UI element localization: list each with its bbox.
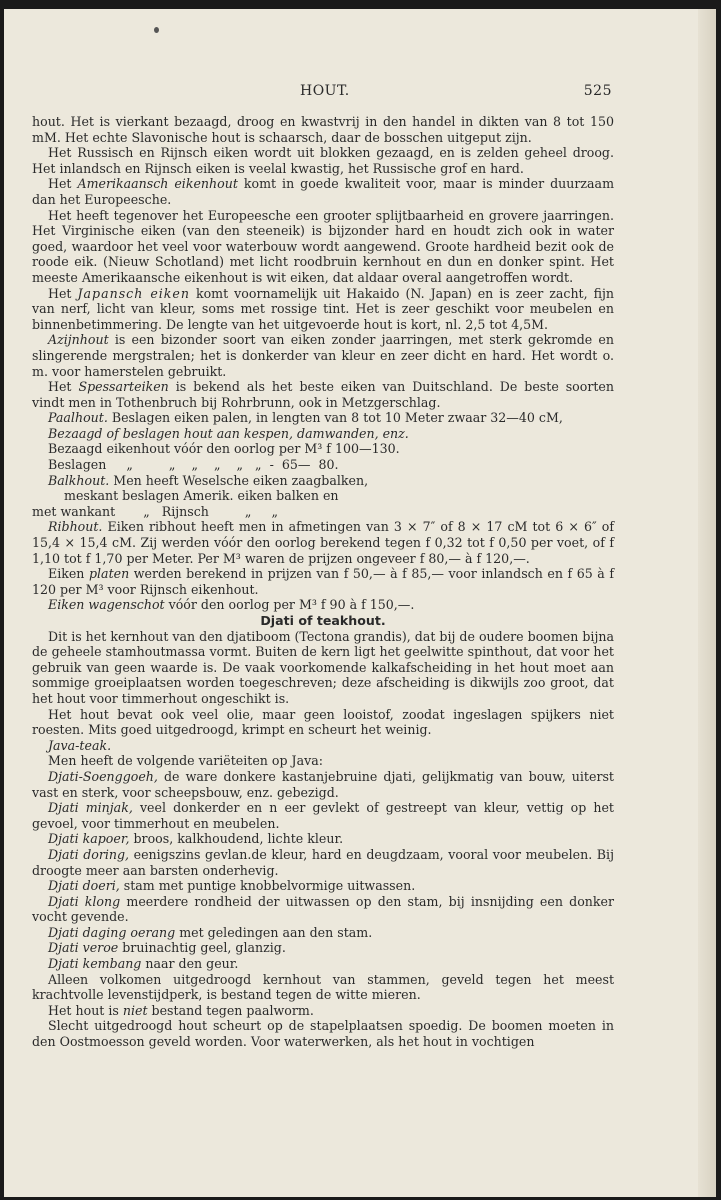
term: niet — [122, 1002, 148, 1018]
paragraph: Het Spessarteiken is bekend als het beste eiken van Duitschland. De beste soorten vindt men in Tothenbruch bij Rohrbrunn, ook in Metzgerschlag. — [32, 379, 614, 410]
term: Djati doring, — [48, 846, 130, 862]
paragraph: Djati doeri, stam met puntige knobbelvormige uitwassen. — [48, 878, 416, 894]
paragraph: Djati minjak, veel donkerder en n eer gevlekt of gestreept van kleur, vettig op het gevoel, voor timmerhout en meubelen. — [32, 800, 614, 831]
section-heading: Djati of teakhout. — [260, 613, 386, 628]
paragraph: Paalhout. Beslagen eiken palen, in lengten van 8 tot 10 Meter zwaar 32—40 cM, — [48, 410, 563, 426]
running-title: HOUT. — [300, 83, 350, 99]
paragraph: Het Japansch eiken komt voornamelijk uit Hakaido (N. Japan) en is zeer zacht, fijn van nerf, licht van kleur, soms met rossige tint. Het is zeer geschikt voor meubelen en binnenbetimmering. De lengte van het uitgevoerde hout is kort, nl. 2,5 tot 4,5M. — [32, 285, 615, 332]
term: Paalhout. — [48, 410, 108, 426]
paragraph: Het Amerikaansch eikenhout komt in goede kwaliteit voor, maar is minder duurzaam dan het Europeesche. — [32, 176, 615, 207]
paragraph: Alleen volkomen uitgedroogd kernhout van stammen, geveld tegen het meest krachtvolle levenstijdperk, is bestand tegen de witte mieren. — [32, 971, 614, 1003]
paragraph: Bezaagd eikenhout vóór den oorlog per M³ f 100—130. — [48, 441, 400, 457]
term: Djati-Soenggoeh, — [48, 768, 158, 784]
paragraph: Het Russisch en Rijnsch eiken wordt uit blokken gezaagd, en is zelden geheel droog. Het inlandsch en Rijnsch eiken is veelal kwastig, het Russische grof en hard. — [32, 145, 614, 176]
term: platen — [88, 566, 130, 582]
paragraph: meskant beslagen Amerik. eiken balken en — [64, 488, 339, 504]
paragraph: Dit is het kernhout van den djatiboom (Tectona grandis), dat bij de oudere boomen bijna de geheele stamhoutmassa vormt. Buiten de kern ligt het geelwitte spinthout, dat voor het gebruik van geen waarde is. De vaak voorkomende kalkafscheiding in het hout moet aan sommige groeiplaatsen worden toegeschreven; deze afscheiding is dikwijls zoo groot, dat het hout voor timmerhout ongeschikt is. — [32, 628, 614, 706]
term: Spessarteiken — [78, 379, 169, 395]
paragraph: Bezaagd of beslagen hout aan kespen, damwanden, enz. — [48, 425, 409, 441]
body-text — [32, 114, 614, 1050]
paragraph: hout. Het is vierkant bezaagd, droog en kwastvrij in den handel in dikten van 8 tot 150 mM. Het echte Slavonische hout is schaarsch, daar de bosschen uitgeput zijn. — [32, 114, 614, 145]
term: Ribhout. — [48, 519, 103, 535]
page-edge — [698, 9, 716, 1197]
paragraph: Eiken platen werden berekend in prijzen van f 50,— à f 85,— voor inlandsch en f 65 à f 120 per M³ voor Rijnsch eikenhout. — [32, 566, 615, 597]
paragraph: Djati klong meerdere rondheid der uitwassen op den stam, bij insnijding een donker vocht gevende. — [32, 893, 614, 925]
ink-spot — [154, 27, 159, 33]
paragraph: Djati kembang naar den geur. — [48, 956, 239, 972]
paragraph: Ribhout. Eiken ribhout heeft men in afmetingen van 3 × 7″ of 8 × 17 cM tot 6 × 6″ of 15,4 × 15,4 cM. Zij werden vóór den oorlog berekend tegen f 0,32 tot f 0,50 per voet, of f 1,10 tot f 1,70 per Meter. Per M³ waren de prijzen ongeveer f 80,— à f 120,—. — [32, 519, 614, 566]
paragraph: Djati doring, eenigszins gevlan.de kleur, hard en deugdzaam, vooral voor meubelen. Bij droogte meer aan barsten onderhevig. — [32, 846, 614, 878]
term: Balkhout. — [48, 472, 110, 488]
paragraph: Azijnhout is een bizonder soort van eiken zonder jaarringen, met sterk gekromde en slingerende mergstralen; het is donkerder van kleur en zeer dicht en hard. Het wordt o. m. voor hamerstelen gebruikt. — [32, 332, 614, 379]
paragraph: Java-teak. — [48, 737, 112, 753]
paragraph: Djati-Soenggoeh, de ware donkere kastanjebruine djati, gelijkmatig van bouw, uiterst vast en sterk, voor scheepsbouw, enz. gebezigd. — [32, 768, 614, 800]
paragraph: Het hout bevat ook veel olie, maar geen looistof, zoodat ingeslagen spijkers niet roesten. Mits goed uitgedroogd, krimpt en scheurt het weinig. — [32, 706, 614, 738]
paragraph: met wankant „ Rijnsch „ „ — [32, 503, 278, 519]
paragraph: Slecht uitgedroogd hout scheurt op de stapelplaatsen spoedig. De boomen moeten in den Oostmoesson geveld worden. Voor waterwerken, als het hout in vochtigen — [32, 1018, 614, 1050]
term: Japansch eiken — [77, 285, 190, 301]
term: Djati daging oerang — [48, 924, 176, 940]
paragraph: Djati veroe bruinachtig geel, glanzig. — [48, 940, 286, 956]
term: Djati kembang — [48, 956, 142, 972]
paragraph: Het hout is niet bestand tegen paalworm. — [48, 1002, 314, 1018]
term: Djati minjak, — [48, 800, 133, 816]
term: Djati veroe — [48, 940, 119, 956]
term: Azijnhout — [48, 332, 109, 348]
term: Djati klong — [48, 893, 121, 909]
term: Eiken wagenschot — [48, 597, 165, 613]
paragraph: Djati kapoer, broos, kalkhoudend, lichte kleur. — [48, 831, 344, 847]
term: Amerikaansch eikenhout — [77, 176, 238, 192]
page-number: 525 — [583, 83, 612, 99]
term: Djati doeri, — [48, 878, 120, 894]
price-line: Beslagen „ „ „ „ „ „ - 65— 80. — [48, 457, 339, 473]
book-page — [4, 9, 716, 1197]
paragraph: Men heeft de volgende variëteiten op Java: — [48, 753, 323, 769]
paragraph: Eiken wagenschot vóór den oorlog per M³ f 90 à f 150,—. — [48, 597, 415, 613]
paragraph: Djati daging oerang met geledingen aan den stam. — [48, 924, 373, 940]
paragraph: Het heeft tegenover het Europeesche een grooter splijtbaarheid en grovere jaarringen. Het Virginische eiken (van den steeneik) is bijzonder hard en houdt zich ook in water goed, waardoor het veel voor waterbouw wordt aangewend. Groote hardheid bezit ook de roode eik. (Nieuw Schotland) met licht roodbruin kernhout en dun en donker spint. Het meeste Amerikaansche eikenhout is wit eiken, dat aldaar overal aangetroffen wordt. — [32, 207, 614, 285]
paragraph: Balkhout. Men heeft Weselsche eiken zaagbalken, — [48, 472, 369, 488]
term: Djati kapoer, — [48, 831, 130, 847]
